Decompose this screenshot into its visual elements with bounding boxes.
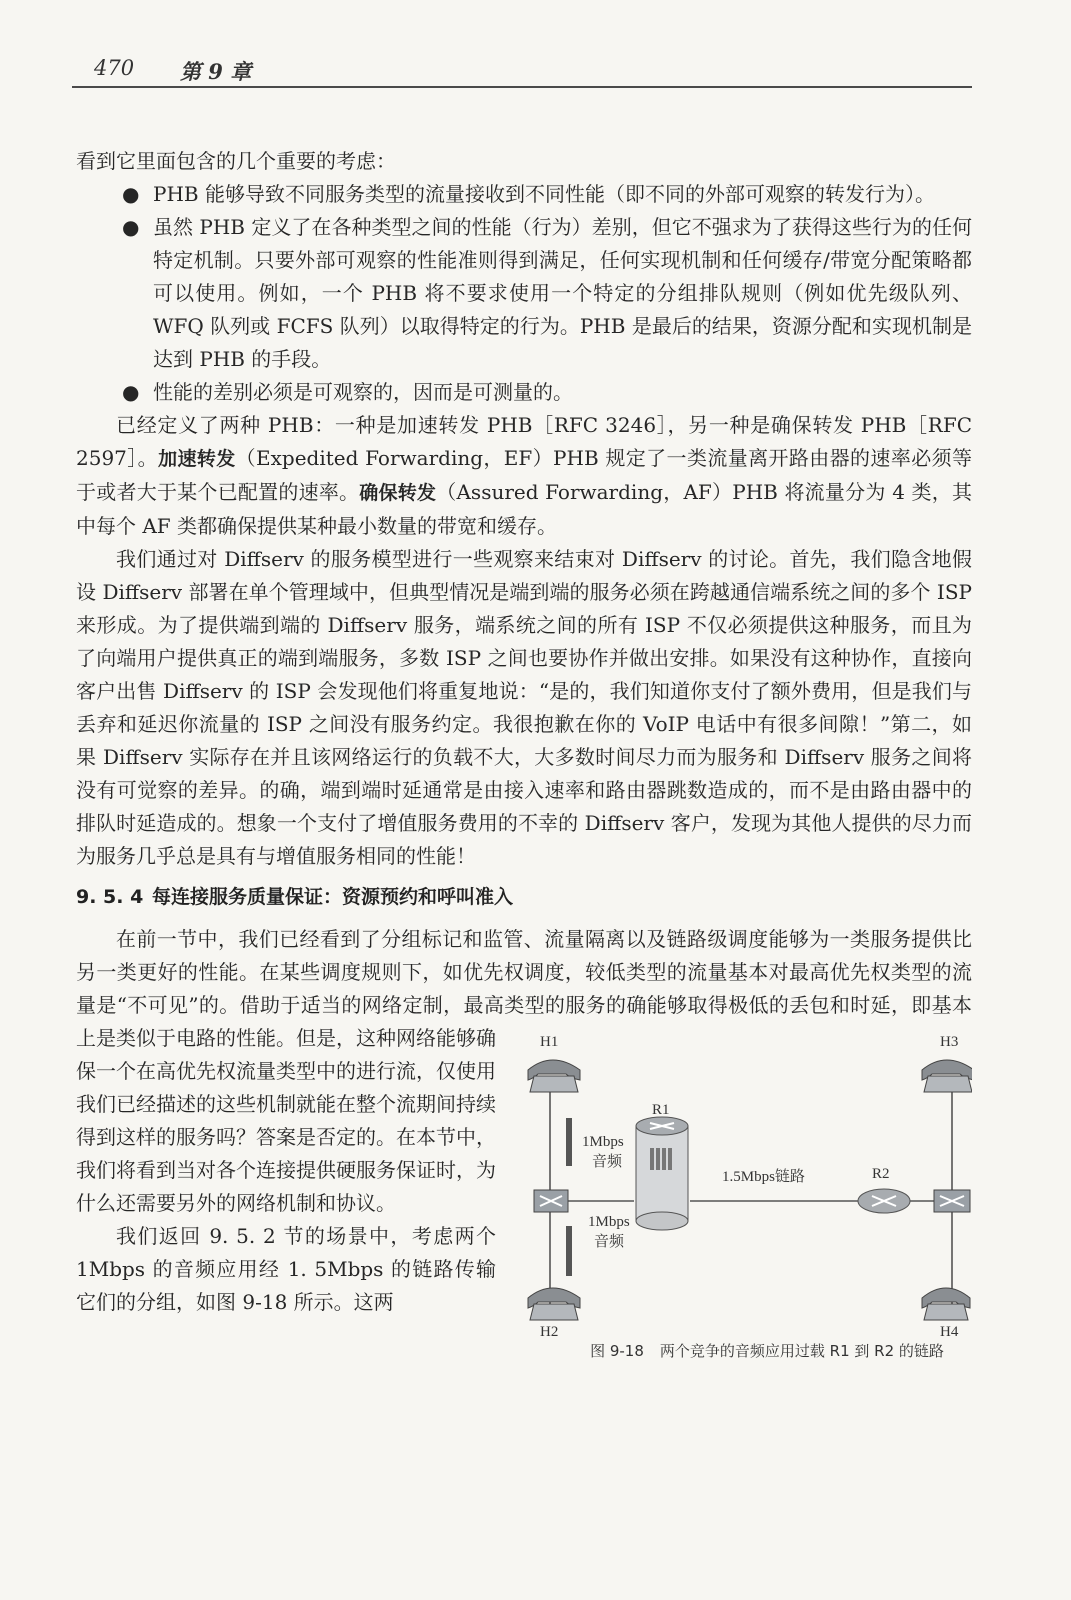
label-rate-top: 1Mbps (582, 1134, 624, 1150)
label-audio-bottom: 音频 (594, 1234, 625, 1250)
bullet-dot: ● (122, 182, 140, 206)
term-assured-forwarding: 确保转发 (359, 482, 437, 504)
diffserv-paragraph: 我们通过对 Diffserv 的服务模型进行一些观察来结束对 Diffserv 的讨论。首先，我们隐含地假设 Diffserv 部署在单个管理域中，但典型情况是端到端的服务必须在跨越通信端系统之间的多个 ISP 来形成。为了提供端到端的 Diffserv 服务，端系统之间的所有 ISP 不仅必须提供这种服务，而且为了向端用户提供真正的端到端服务，多数 ISP 之间也要协作并做出安排。如果没有这种协作，直接向客户出售 Diffserv 的 ISP 会发现他们将重复地说：“是的，我们知道你支付了额外费用，但是我们与丢弃和延迟你流量的 ISP 之间没有服务约定。我很抱歉在你的 VoIP 电话中有很多间隙！”第二，如果 Diffserv 实际存在并且该网络运行的负载不大，大多数时间尽力而为服务和 Diffserv 服务之间将没有可觉察的差异。的确，端到端时延通常是由接入速率和路由器跳数造成的，而不是由路由器中的排队时延造成的。想象一个支付了增值服务费用的不幸的 Diffserv 客户，发现为其他人提供的尽力而为服务几乎总是具有与增值服务相同的性能！ (76, 547, 972, 868)
switch-icon-left (534, 1190, 568, 1212)
bullet-item (76, 178, 972, 211)
label-audio-top: 音频 (592, 1154, 623, 1170)
paragraph-text: 已经定义了两种 PHB：一种是加速转发 PHB［RFC 3246］，另一种是确保转发 PHB［RFC 2597］。 (76, 413, 972, 470)
section-title: 每连接服务质量保证：资源预约和呼叫准入 (152, 886, 514, 908)
qos-text-b: 能够取得极低的丢包和时延，即基本上是类似于电路的性能。但是，这种网络能够确保一个在高优先权流量类型中的进行流，仅使用我们已经描述的这些机制就能在整个流期间持续得到这样的服务吗？答案是否定的。在本节中，我们将看到当对各个连接提供硬服务保证时，为什么还需要另外的网络机制和协议。 (76, 993, 973, 1215)
bullet-list (76, 178, 972, 409)
bullet-text: 虽然 PHB 定义了在各种类型之间的性能（行为）差别，但它不强求为了获得这些行为的任何特定机制。只要外部可观察的性能准则得到满足，任何实现机制和任何缓存/带宽分配策略都可以使用。例如，一个 PHB 将不要求使用一个特定的分组排队规则（例如优先级队列、WFQ 队列或 FCFS 队列）以取得特定的行为。PHB 是最后的结果，资源分配和实现机制是达到 PHB 的手段。 (153, 215, 972, 371)
page-number: 470 (94, 56, 135, 80)
label-r1: R1 (652, 1102, 670, 1118)
label-h2: H2 (540, 1324, 559, 1340)
header-rule (72, 86, 972, 88)
label-h1: H1 (540, 1034, 559, 1050)
router-icon-r2 (858, 1189, 910, 1213)
caption-number: 图 9-18 (590, 1342, 644, 1360)
figure-text-wrap (76, 923, 973, 1360)
phone-icon-h1 (528, 1060, 580, 1092)
label-rate-bottom: 1Mbps (588, 1214, 630, 1230)
phone-icon-h3 (922, 1060, 972, 1092)
label-h4: H4 (940, 1324, 959, 1340)
figure-caption (522, 1340, 972, 1362)
qos-text-a: 在前一节中，我们已经看到了分组标记和监管、流量隔离以及链路级调度能够为一类服务提供比另一类更好的性能。在某些调度规则下，如优先权调度，较低类型的流量基本对最高优先权类型的流量是“不可见”的。借助于适当的网络定制，最高类型的服务的确 (76, 927, 972, 1017)
bullet-text: 性能的差别必须是可观察的，因而是可测量的。 (153, 380, 573, 404)
router-icon-r1 (636, 1117, 688, 1230)
page-header (72, 52, 972, 86)
phone-icon-h4 (922, 1288, 970, 1320)
figure-9-18 (522, 1026, 972, 1372)
bullet-text: PHB 能够导致不同服务类型的流量接收到不同性能（即不同的外部可观察的转发行为）。 (153, 182, 935, 206)
network-diagram (522, 1026, 972, 1340)
label-h3: H3 (940, 1034, 959, 1050)
phb-paragraph (76, 409, 972, 543)
phone-icon-h2 (528, 1288, 580, 1320)
page-body (76, 145, 972, 1372)
label-r2: R2 (872, 1166, 890, 1182)
switch-icon-right (934, 1190, 970, 1212)
intro-line: 看到它里面包含的几个重要的考虑： (76, 149, 396, 173)
scenario-paragraph: 我们返回 9. 5. 2 节的场景中，考虑两个 1Mbps 的音频应用经 1. 5Mbps 的链路传输它们的分组，如图 9-18 所示。这两 (76, 1224, 496, 1314)
term-expedited-forwarding: 加速转发 (158, 448, 236, 470)
bullet-item (76, 376, 972, 409)
section-heading (76, 881, 972, 913)
caption-text: 两个竞争的音频应用过载 R1 到 R2 的链路 (659, 1342, 944, 1360)
bullet-dot: ● (122, 380, 140, 404)
paragraph-text: （Expedited Forwarding，EF）PHB 规定了一类流量离开路由器的速率必须等于或者大于某个已配置的速率。 (76, 446, 972, 504)
chapter-title: 第 9 章 (180, 59, 252, 84)
label-link: 1.5Mbps链路 (722, 1169, 805, 1185)
paragraph-text: （Assured Forwarding，AF）PHB 将流量分为 4 类，其中每个 AF 类都确保提供某种最小数量的带宽和缓存。 (76, 480, 972, 538)
bullet-dot: ● (122, 215, 140, 239)
bullet-item (76, 211, 972, 376)
section-number: 9. 5. 4 (76, 886, 144, 908)
